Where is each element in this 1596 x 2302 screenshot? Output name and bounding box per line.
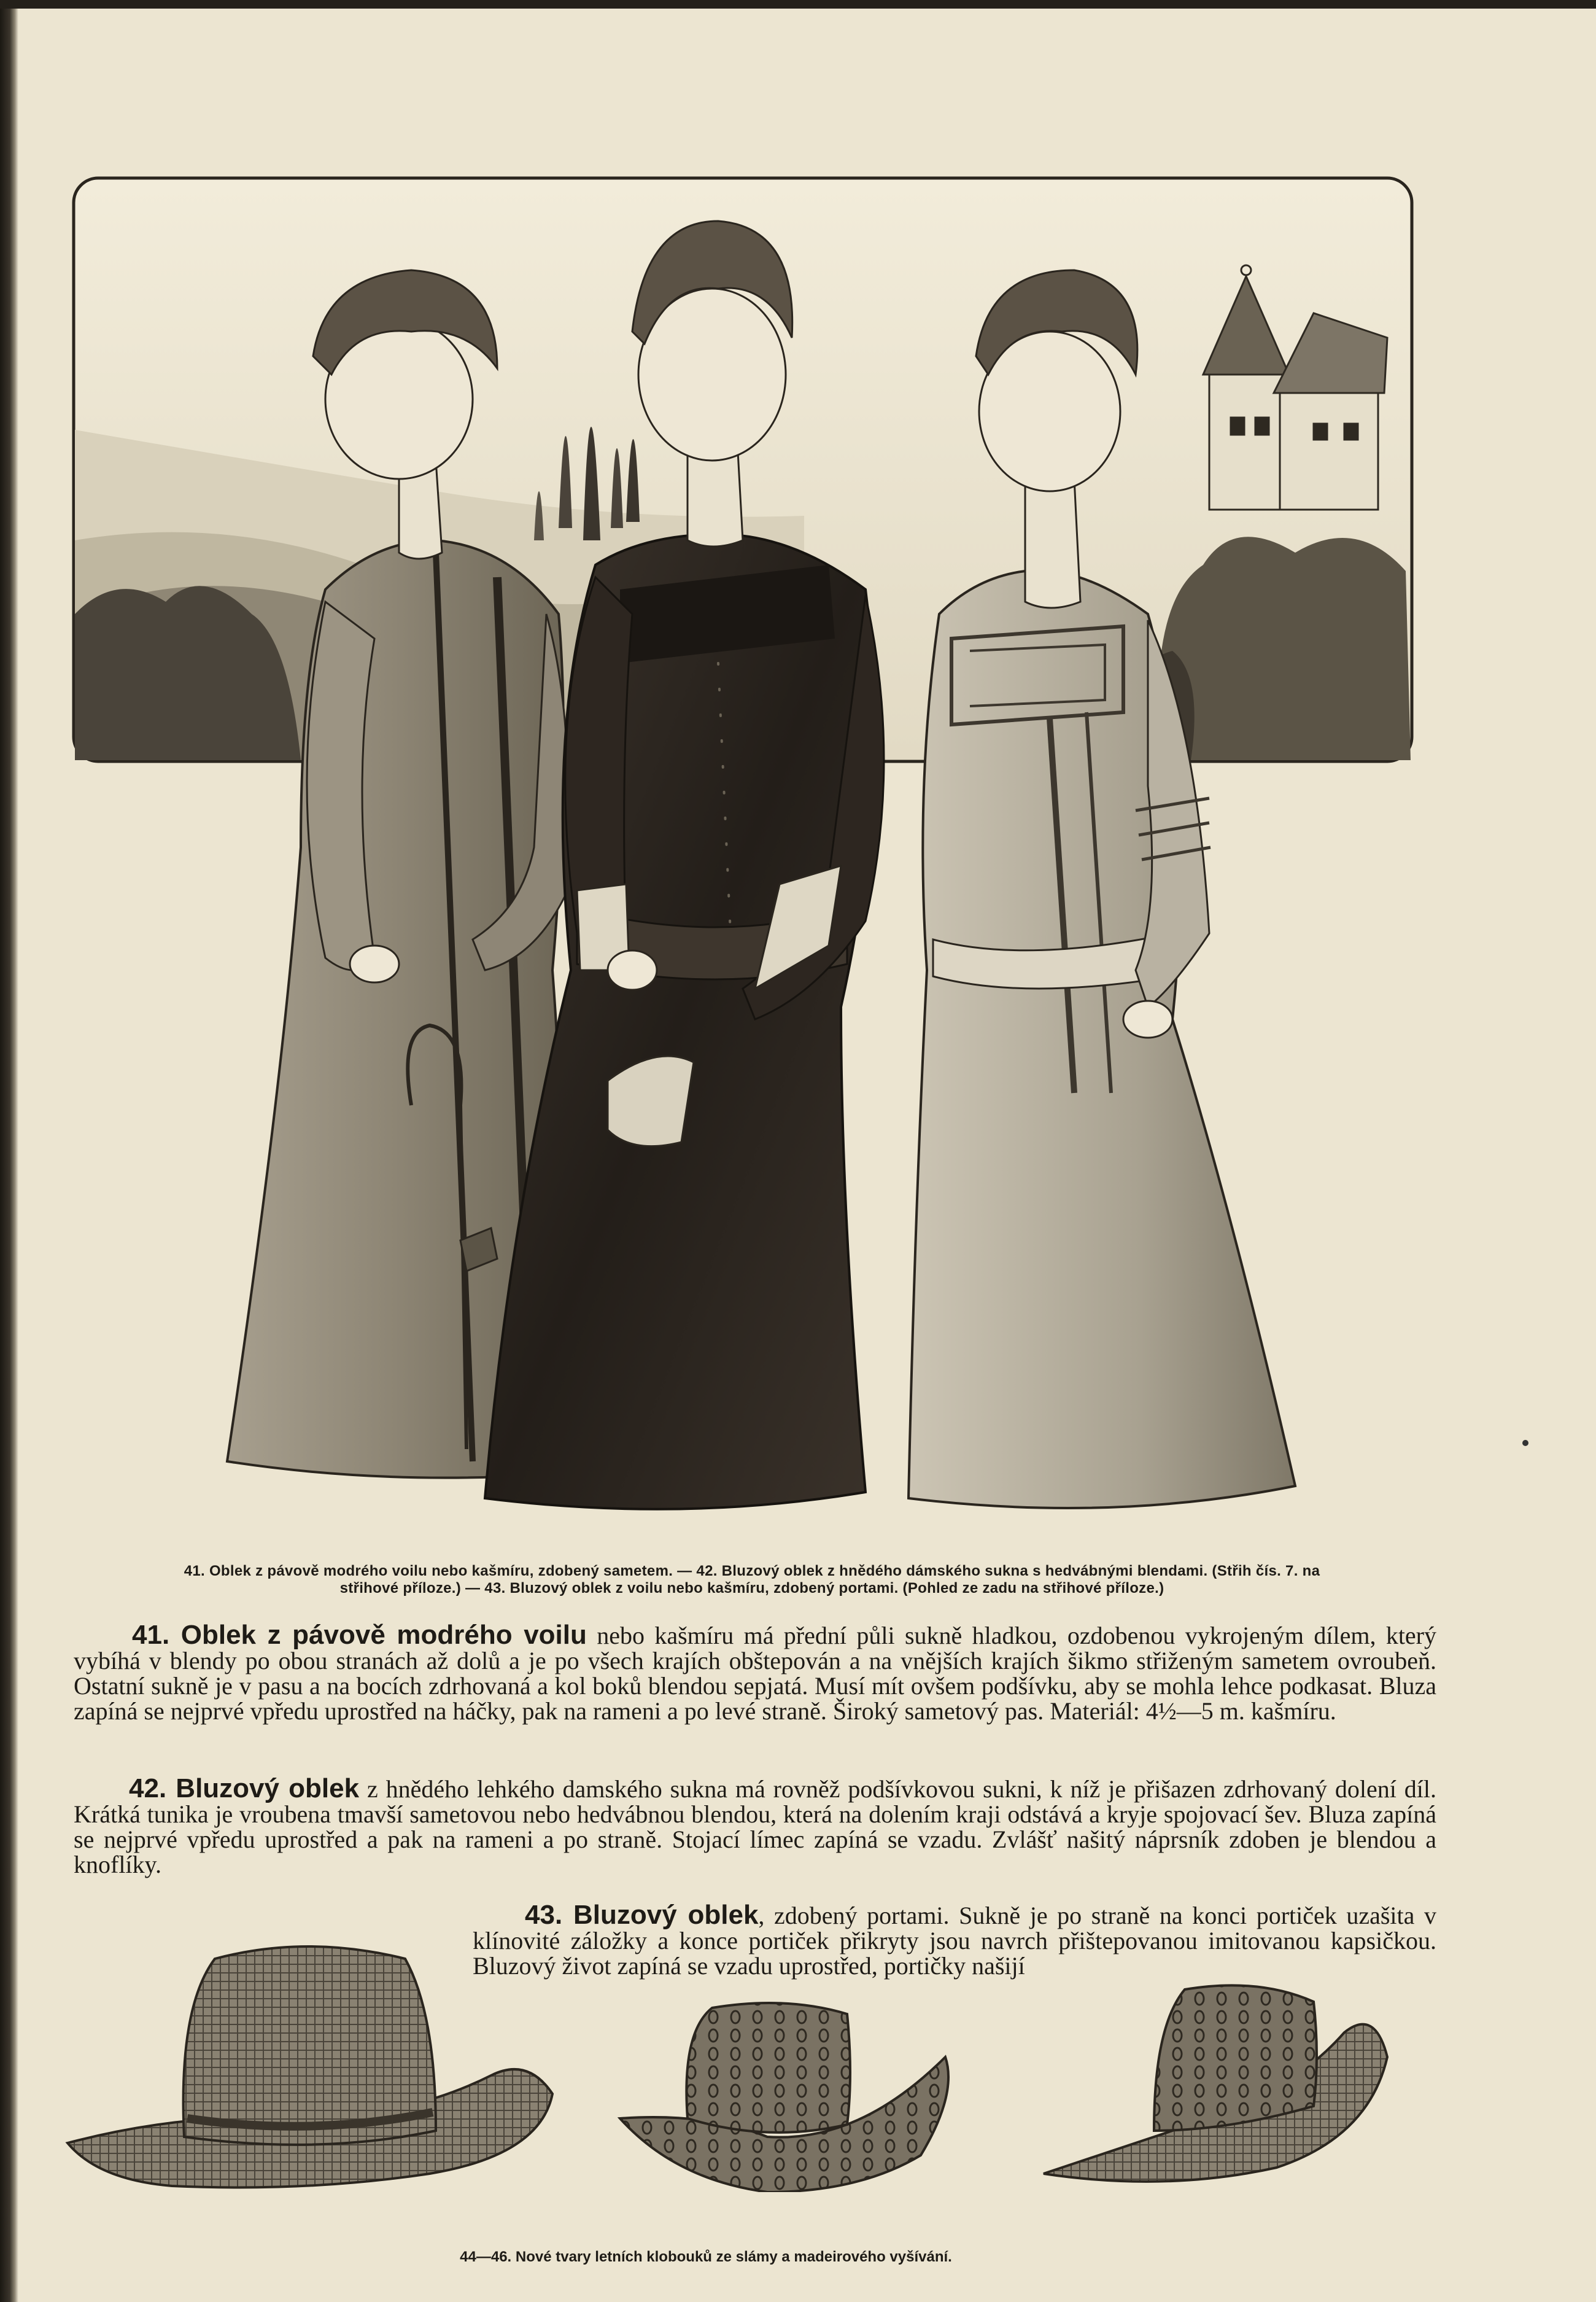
paragraph-41-text: nebo kašmíru má přední půli sukně hladkou, ozdobenou vykrojeným dílem, který vybíhá v blendy po obou stranách až dolů a je po všech krajích obštepován a na vnějších krajích šikmo střiženým sametem ovroubeň. Ostatní sukně je v pasu a na bocích zdrhovaná a kol boků blendou sepjatá. Musí mít ovšem podšívku, aby se mohla lehce podkasat. Bluza zapíná se nejprvé vpředu uprostřed na háčky, pak na rameni a po levé straně. Široký sametový pas. Materiál: 4½—5 m. kašmíru. xyxy=(74,1622,1437,1725)
hat-44 xyxy=(68,1946,552,2188)
page-top-edge xyxy=(0,0,1596,9)
paragraph-43-heading: 43. Bluzový oblek xyxy=(525,1900,759,1930)
paragraph-42-heading: 42. Bluzový oblek xyxy=(129,1773,360,1803)
paragraph-41-heading: 41. Oblek z pávově modrého voilu xyxy=(132,1620,587,1650)
paragraph-42 xyxy=(74,1773,1436,1878)
plate-caption-line-1: 41. Oblek z pávově modrého voilu nebo kašmíru, zdobený sametem. — 42. Bluzový oblek z hnědého dámského sukna s hedvábnými blendami. (Střih čís. 7. na xyxy=(184,1563,1320,1579)
hat-45 xyxy=(620,2003,948,2192)
plate-caption-line-2: střihové příloze.) — 43. Bluzový oblek z voilu nebo kašmíru, zdobený portami. (Pohled ze zadu na střihové příloze.) xyxy=(339,1580,1164,1596)
hats-illustration xyxy=(61,1934,1436,2192)
hat-46 xyxy=(1044,1985,1387,2182)
hats-caption: 44—46. Nové tvary letních klobouků ze slámy a madeirového vyšívání. xyxy=(460,2249,952,2265)
plate-caption xyxy=(68,1563,1436,1597)
paragraph-43-text: , zdobený portami. Sukně je po straně na konci portiček uzašita v klínovité záložky a konce portiček přikryty jsou navrch přištepovanou imitovanou kapsičkou. Bluzový život zapíná se vzadu uprostřed, portičky našijí xyxy=(473,1902,1436,1980)
book-binding-edge xyxy=(0,0,18,2302)
print-speck xyxy=(1522,1440,1528,1446)
fashion-plate-illustration xyxy=(68,172,1418,1535)
paragraph-42-text: z hnědého lehkého damského sukna má rovněž podšívkovou sukni, k níž je přišazen zdrhovaný dolení díl. Krátká tunika je vroubena tmavší sametovou nebo hedvábnou blendou, která na dolením kraji odstává a kryje spojovací šev. Bluza zapíná se nejprvé vpředu uprostřed a pak na rameni a po straně. Stojací límec zapíná se vzadu. Zvlášť našitý náprsník zdoben je blendou a knoflíky. xyxy=(74,1775,1436,1878)
paragraph-41 xyxy=(74,1622,1436,1724)
